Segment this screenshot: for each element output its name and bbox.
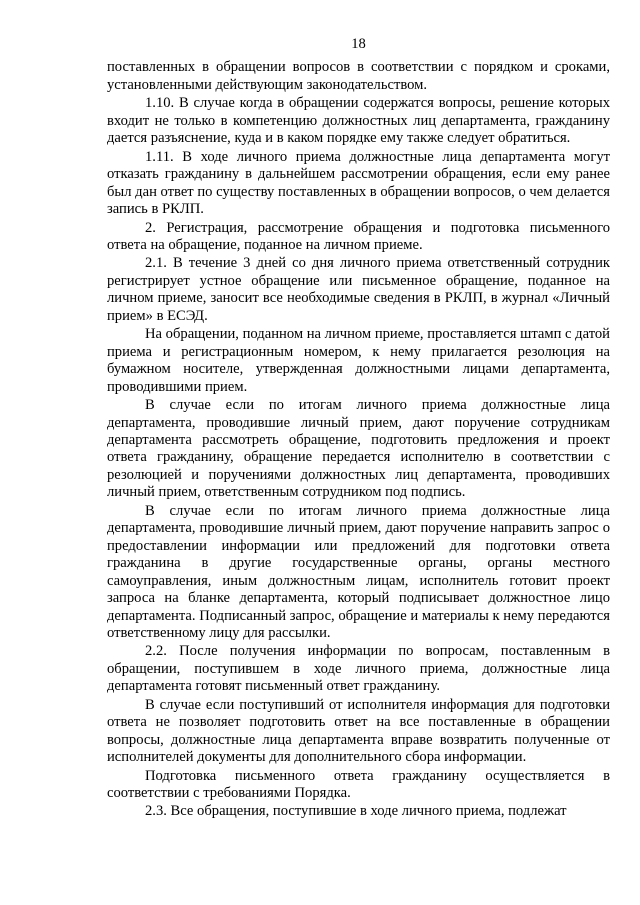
paragraph-case-assignment: В случае если по итогам личного приема должностные лица департамента, проводившие личный прием, дают поручение сотрудникам департамента рассмотреть обращение, подготовить предложения и проект ответа гражданину, обращение передается исполнителю в соответствии с резолюцией и поручениями должностных лиц департамента, проводивших личный прием, ответственным сотрудником под подпись. [107, 397, 610, 501]
paragraph-continuation: поставленных в обращении вопросов в соответствии с порядком и сроками, установленными действующим законодательством. [107, 59, 610, 93]
paragraph-response-preparation: Подготовка письменного ответа гражданину осуществляется в соответствии с требованиями Порядка. [107, 767, 610, 802]
document-page [107, 36, 610, 822]
paragraph-stamp: На обращении, поданном на личном приеме, проставляется штамп с датой приема и регистрационным номером, к нему прилагается резолюция на бумажном носителе, утвержденная должностными лицами департамента, проводившими прием. [107, 326, 610, 395]
page-number: 18 [351, 36, 366, 52]
paragraph-2-2: 2.2. После получения информации по вопросам, поставленным в обращении, поступившем в ходе личного приема, должностные лица департамента готовят письменный ответ гражданину. [107, 643, 610, 695]
paragraph-insufficient-info: В случае если поступивший от исполнителя информация для подготовки ответа не позволяет подготовить ответ на все поставленные в обращении вопросы, должностные лица департамента вправе возвратить полученные от исполнителей документы для дополнительного сбора информации. [107, 696, 610, 766]
paragraph-2-3: 2.3. Все обращения, поступившие в ходе личного приема, подлежат [145, 803, 567, 820]
paragraph-1-10: 1.10. В случае когда в обращении содержатся вопросы, решение которых входит не только в компетенцию должностных лиц департамента, гражданину дается разъяснение, куда и в каком порядке ему также следует обратиться. [107, 95, 610, 147]
paragraph-case-request: В случае если по итогам личного приема должностные лица департамента, проводившие личный прием, дают поручение направить запрос о предоставлении информации или предложений для подготовки ответа гражданина в другие государственные органы, органы местного самоуправления, иным должностным лицам, исполнитель готовит проект запроса на бланке департамента, который подписывает должностное лицо департамента. Подписанный запрос, обращение и материалы к нему передаются ответственному лицу для рассылки. [107, 502, 610, 641]
paragraph-section-2-heading: 2. Регистрация, рассмотрение обращения и подготовка письменного ответа на обращение, поданное на личном приеме. [107, 219, 610, 253]
paragraph-2-1: 2.1. В течение 3 дней со дня личного приема ответственный сотрудник регистрирует устное обращение или письменное обращение, поданное на личном приеме, заносит все необходимые сведения в РКЛП, в журнал «Личный прием» в ЕСЭД. [107, 255, 610, 324]
paragraph-1-11: 1.11. В ходе личного приема должностные лица департамента могут отказать гражданину в дальнейшем рассмотрении обращения, если ему ранее был дан ответ по существу поставленных в обращении вопросов, о чем делается запись в РКЛП. [107, 148, 610, 218]
